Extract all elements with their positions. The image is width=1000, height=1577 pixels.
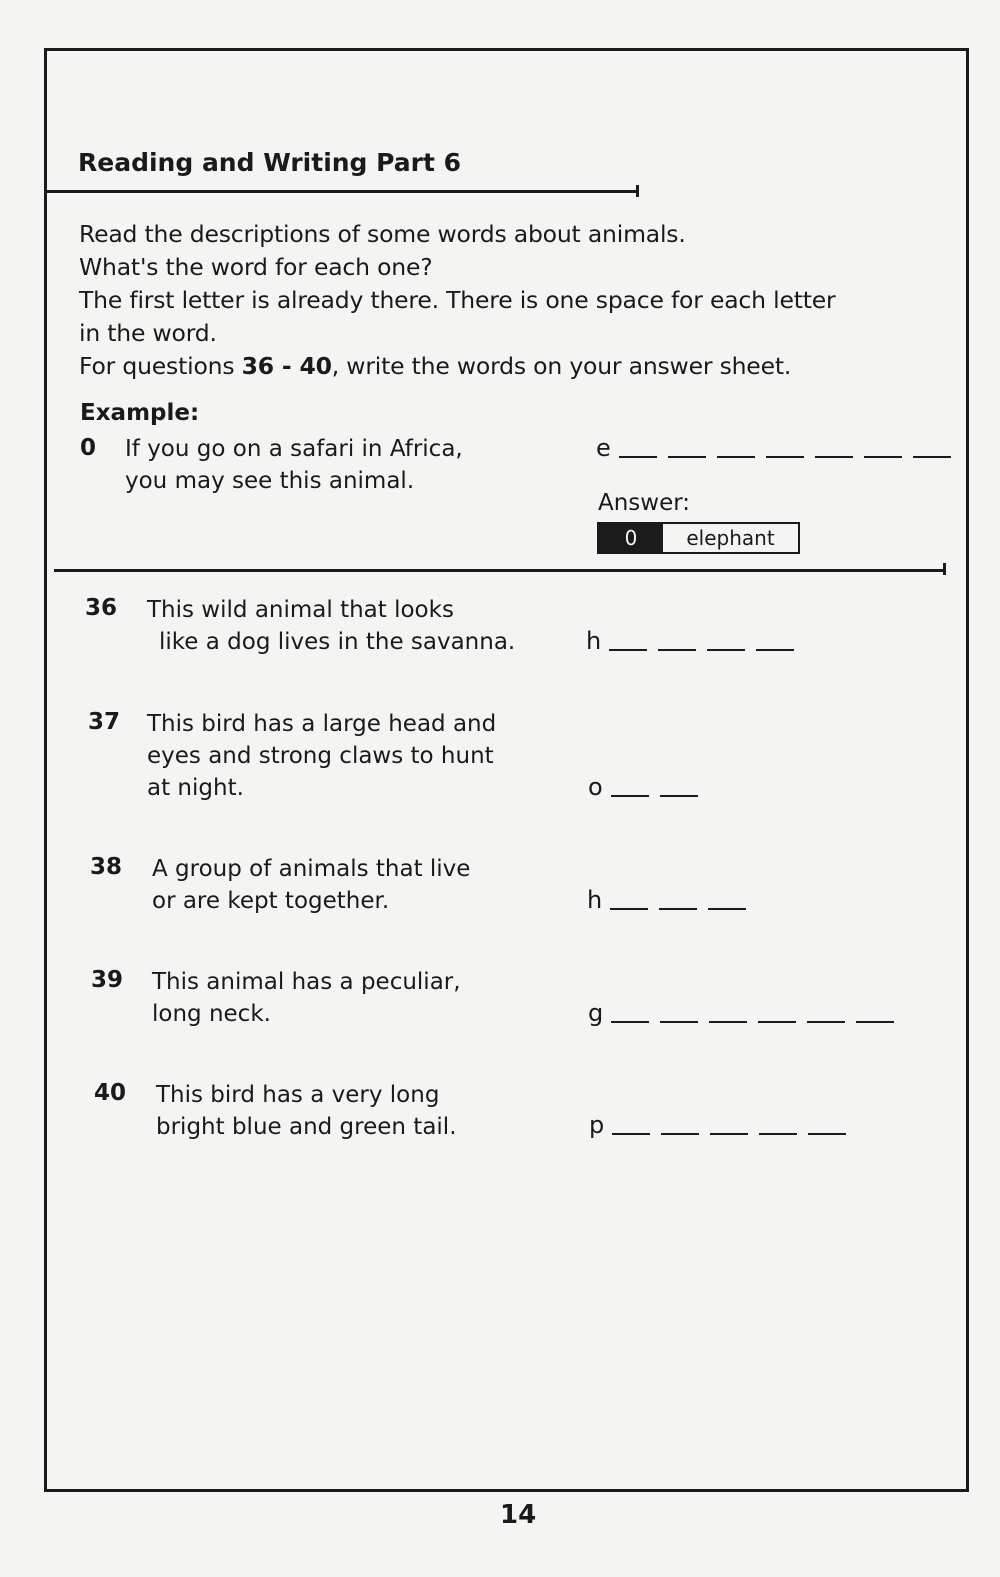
letter-blanks <box>611 780 709 799</box>
letter-blank <box>660 1021 698 1023</box>
question-text-line: eyes and strong claws to hunt <box>147 743 494 769</box>
answer-slot[interactable] <box>589 1111 857 1139</box>
question-text-line: A group of animals that live <box>152 856 471 882</box>
example-answer-slot <box>596 434 962 462</box>
instruction-suffix: , write the words on your answer sheet. <box>331 352 792 380</box>
example-blanks <box>619 441 962 460</box>
answer-box <box>597 522 800 554</box>
letter-blank <box>808 1133 846 1135</box>
example-text-line-1: If you go on a safari in Africa, <box>125 436 463 462</box>
instruction-prefix: For questions <box>79 352 242 380</box>
letter-blanks <box>610 893 757 912</box>
first-letter: g <box>588 999 604 1027</box>
question-text <box>156 1079 457 1143</box>
question-text-line: long neck. <box>152 1001 271 1027</box>
letter-blank <box>661 1133 699 1135</box>
question-text-line: This wild animal that looks <box>147 597 454 623</box>
letter-blank <box>759 1133 797 1135</box>
letter-blank <box>856 1021 894 1023</box>
instruction-line-2: What's the word for each one? <box>79 253 433 281</box>
question-text <box>147 708 496 804</box>
instruction-line-3: The first letter is already there. There is one space for each letter <box>79 286 836 314</box>
letter-blanks <box>611 1006 905 1025</box>
question-number: 36 <box>85 595 118 621</box>
first-letter: p <box>589 1111 605 1139</box>
letter-blank <box>864 456 902 458</box>
example-text-line-2: you may see this animal. <box>125 468 415 494</box>
example-divider-tick <box>943 563 946 575</box>
question-text <box>152 853 470 917</box>
letter-blank <box>612 1133 650 1135</box>
letter-blank <box>758 1021 796 1023</box>
title-divider <box>46 190 638 193</box>
letter-blank <box>659 908 697 910</box>
question-text-line: This animal has a peculiar, <box>152 969 461 995</box>
answer-word: elephant <box>686 526 775 550</box>
first-letter: o <box>588 773 603 801</box>
letter-blank <box>660 795 698 797</box>
instruction-line-4: in the word. <box>79 319 217 347</box>
page-number: 14 <box>500 1500 537 1530</box>
question-text-line: bright blue and green tail. <box>156 1114 457 1140</box>
example-first-letter: e <box>596 434 611 462</box>
letter-blank <box>807 1021 845 1023</box>
example-number: 0 <box>80 435 97 461</box>
question-text <box>152 966 461 1030</box>
answer-slot[interactable] <box>588 773 709 801</box>
letter-blank <box>717 456 755 458</box>
question-text-line: like a dog lives in the savanna. <box>159 629 516 655</box>
letter-blank <box>609 649 647 651</box>
letter-blank <box>756 649 794 651</box>
section-title: Reading and Writing Part 6 <box>78 148 462 177</box>
answer-label: Answer: <box>598 490 691 516</box>
letter-blank <box>611 795 649 797</box>
question-number: 39 <box>91 967 124 993</box>
letter-blanks <box>612 1118 857 1137</box>
letter-blank <box>707 649 745 651</box>
letter-blank <box>658 649 696 651</box>
title-divider-tick <box>636 185 639 197</box>
letter-blank <box>668 456 706 458</box>
question-text <box>147 594 515 658</box>
question-text-line: at night. <box>147 775 244 801</box>
letter-blank <box>619 456 657 458</box>
letter-blank <box>709 1021 747 1023</box>
example-text <box>125 433 463 497</box>
letter-blank <box>708 908 746 910</box>
question-text-line: or are kept together. <box>152 888 390 914</box>
question-number: 37 <box>88 709 121 735</box>
answer-slot[interactable] <box>588 999 905 1027</box>
question-number: 38 <box>90 854 123 880</box>
example-label: Example: <box>80 400 200 426</box>
letter-blanks <box>609 634 805 653</box>
letter-blank <box>710 1133 748 1135</box>
first-letter: h <box>586 627 602 655</box>
letter-blank <box>815 456 853 458</box>
letter-blank <box>913 456 951 458</box>
question-text-line: This bird has a large head and <box>147 711 497 737</box>
question-number: 40 <box>94 1080 127 1106</box>
letter-blank <box>610 908 648 910</box>
question-range: 36 - 40 <box>241 352 332 380</box>
letter-blank <box>766 456 804 458</box>
answer-slot[interactable] <box>586 627 805 655</box>
question-text-line: This bird has a very long <box>156 1082 440 1108</box>
first-letter: h <box>587 886 603 914</box>
answer-slot[interactable] <box>587 886 757 914</box>
answer-number: 0 <box>599 524 663 552</box>
example-divider <box>54 569 946 572</box>
instruction-line-5 <box>79 352 791 380</box>
letter-blank <box>611 1021 649 1023</box>
instruction-line-1: Read the descriptions of some words about animals. <box>79 220 686 248</box>
